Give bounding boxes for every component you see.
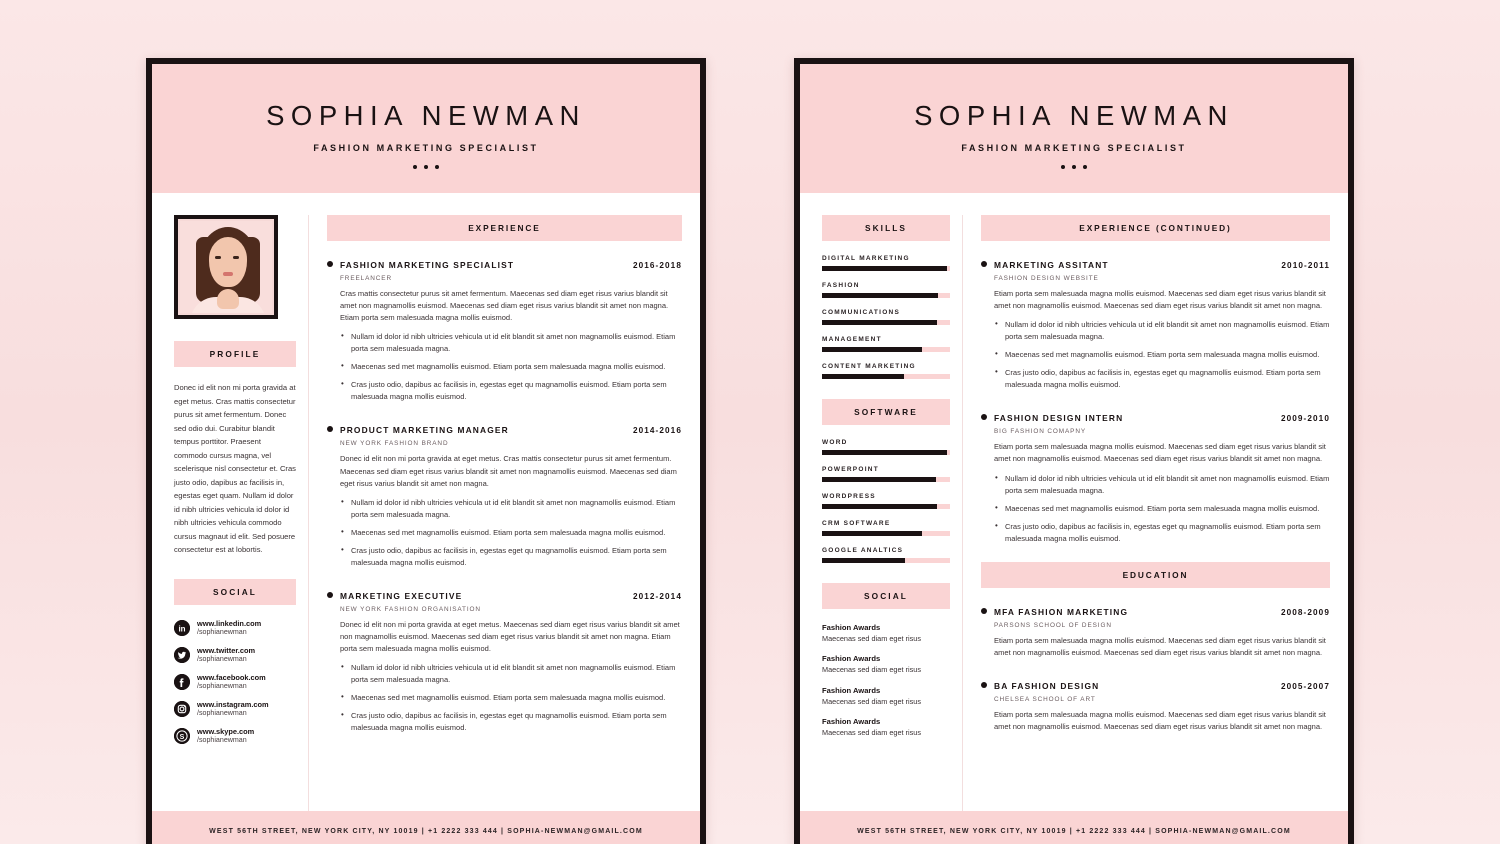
entry-organisation: FASHION DESIGN WEBSITE [994,275,1099,282]
instagram-icon [174,701,190,717]
list-item [822,717,950,737]
experience-entry [327,255,682,403]
software-item [822,466,950,482]
social-url: www.skype.com [197,727,255,737]
entry-organisation: FREELANCER [340,275,392,282]
skill-item [822,363,950,379]
award-description: Maecenas sed diam eget risus [822,728,921,738]
social-list [174,619,296,746]
list-item: • Nullam id dolor id nibh ultricies vehicula ut id elit blandit sit amet non magnamollis euismod. Etiam porta sem malesuada magna. [340,331,682,355]
skill-track [822,320,950,325]
entry-bullet-list [340,497,682,569]
software-heading: SOFTWARE [822,399,950,425]
page-one-header [152,64,700,193]
svg-text:S: S [179,734,185,742]
list-item: • Cras justo odio, dapibus ac facilisis in, egestas eget qu magnamollis euismod. Etiam porta sem malesuada magna mollis euismod. [994,521,1330,545]
software-item [822,547,950,563]
experience-entry [327,586,682,734]
bullet-dot-icon [981,261,987,267]
page-two-footer [800,811,1348,844]
list-item: • Maecenas sed met magnamollis euismod. Etiam porta sem malesuada magna mollis euismod. [994,503,1330,515]
skill-fill [822,293,938,298]
software-fill [822,504,937,509]
entry-description: Etiam porta sem malesuada magna mollis euismod. Maecenas sed diam eget risus varius blandit sit amet non magnamollis euismod. Maecenas sed diam eget risus varius blandit sit amet non magna. [994,289,1326,311]
page-two-sidebar [822,215,950,811]
page-one-footer [152,811,700,844]
profile-heading: PROFILE [174,341,296,367]
software-track [822,450,950,455]
social-url: www.linkedin.com [197,618,262,628]
social-section [174,579,296,746]
entry-title: MFA FASHION MARKETING [994,606,1129,617]
skill-fill [822,347,922,352]
awards-heading: SOCIAL [822,583,950,609]
entry-description: Etiam porta sem malesuada magna mollis euismod. Maecenas sed diam eget risus varius blandit sit amet non magnamollis euismod. Maecenas sed diam eget risus varius blandit sit amet non magna. [994,442,1326,464]
entry-description: Cras mattis consectetur purus sit amet fermentum. Maecenas sed diam eget risus varius blandit sit amet non magnamollis euismod. Maecenas sed diam eget risus varius blandit sit amet non magna. Etiam porta sem malesuada magna mollis euismod. [340,289,669,323]
entry-dates: 2014-2016 [632,426,682,436]
entry-dates: 2009-2010 [1280,414,1330,424]
skills-section [822,215,950,379]
entry-description: Donec id elit non mi porta gravida at eget metus. Maecenas sed diam eget risus varius blandit sit amet non magnamollis euismod. Maecenas sed diam eget risus varius blandit sit amet non magna. Etiam porta sem malesuada magna mollis euismod. [340,619,680,654]
entry-title: PRODUCT MARKETING MANAGER [340,425,509,436]
experience-heading: EXPERIENCE [327,215,682,241]
entry-organisation: PARSONS SCHOOL OF DESIGN [994,621,1112,629]
software-label: WORDPRESS [822,493,876,500]
social-handle: /sophianewman [197,627,247,636]
software-label: WORD [822,439,848,446]
social-url: www.twitter.com [197,645,256,655]
bullet-dot-icon [327,261,333,267]
software-track [822,558,950,563]
list-item: • Maecenas sed met magnamollis euismod. Etiam porta sem malesuada magna mollis euismod. [340,527,682,539]
list-item: • Nullam id dolor id nibh ultricies vehicula ut id elit blandit sit amet non magnamollis euismod. Etiam porta sem malesuada magna. [340,497,682,521]
software-item [822,439,950,455]
award-title: Fashion Awards [822,623,881,632]
software-section [822,399,950,563]
skill-track [822,293,950,298]
award-description: Maecenas sed diam eget risus [822,634,921,643]
software-item [822,493,950,509]
entry-description: Etiam porta sem malesuada magna mollis euismod. Maecenas sed diam eget risus varius blandit sit amet non magnamollis euismod. Maecenas sed diam eget risus varius blandit sit amet non magna. [994,635,1326,657]
svg-text:in: in [178,624,186,634]
dot-divider-icon [810,165,1338,169]
facebook-icon [174,674,190,690]
education-entry [981,676,1330,733]
awards-section [822,583,950,738]
education-entry [981,602,1330,659]
entry-title: FASHION DESIGN INTERN [994,413,1124,424]
skill-label: CONTENT MARKETING [822,363,916,370]
bullet-dot-icon [327,592,333,598]
bullet-dot-icon [981,414,987,420]
experience-entry [981,408,1330,544]
list-item: • Cras justo odio, dapibus ac facilisis in, egestas eget qu magnamollis euismod. Etiam porta sem malesuada magna mollis euismod. [340,710,682,734]
software-fill [822,558,905,563]
resume-page-two [794,58,1354,844]
page-two-header [800,64,1348,193]
resume-page-one [146,58,706,844]
entry-organisation: NEW YORK FASHION ORGANISATION [340,605,481,613]
skill-track [822,347,950,352]
skill-track [822,374,950,379]
entry-title: MARKETING ASSITANT [994,260,1109,270]
contact-footer-text: WEST 56TH STREET, NEW YORK CITY, NY 10019 | +1 2222 333 444 | SOPHIA-NEWMAN@GMAIL.COM [209,828,643,835]
skill-item [822,336,950,352]
list-item [822,654,950,674]
skill-fill [822,320,937,325]
software-label: POWERPOINT [822,466,879,473]
skill-label: FASHION [822,282,860,289]
list-item[interactable] [174,700,296,718]
bullet-dot-icon [981,608,987,614]
entry-organisation: BIG FASHION COMAPNY [994,428,1087,436]
software-label: CRM SOFTWARE [822,520,891,527]
list-item[interactable] [174,673,296,691]
list-item [822,686,950,706]
entry-organisation: NEW YORK FASHION BRAND [340,440,449,448]
list-item: • Maecenas sed met magnamollis euismod. Etiam porta sem malesuada magna mollis euismod. [340,361,682,373]
software-item [822,520,950,536]
social-heading: SOCIAL [174,579,296,605]
experience-entry [981,255,1330,391]
entry-dates: 2016-2018 [632,261,682,270]
list-item[interactable] [174,727,296,745]
software-fill [822,450,947,455]
list-item: • Nullam id dolor id nibh ultricies vehicula ut id elit blandit sit amet non magnamollis euismod. Etiam porta sem malesuada magna. [994,319,1330,343]
entry-description: Etiam porta sem malesuada magna mollis euismod. Maecenas sed diam eget risus varius blandit sit amet non magnamollis euismod. Maecenas sed diam eget risus varius blandit sit amet non magna. [994,709,1326,731]
software-track [822,531,950,536]
award-title: Fashion Awards [822,685,881,695]
avatar [174,215,278,319]
list-item: • Cras justo odio, dapibus ac facilisis in, egestas eget qu magnamollis euismod. Etiam porta sem malesuada magna mollis euismod. [994,367,1330,391]
entry-organisation: CHELSEA SCHOOL OF ART [994,695,1096,703]
list-item[interactable] [174,646,296,664]
bullet-dot-icon [327,426,333,432]
skill-label: COMMUNICATIONS [822,309,901,316]
page-one-main [308,215,682,811]
entry-dates: 2008-2009 [1280,607,1330,617]
software-track [822,504,950,509]
list-item: • Nullam id dolor id nibh ultricies vehicula ut id elit blandit sit amet non magnamollis euismod. Etiam porta sem malesuada magna. [340,662,682,686]
page-title: SOPHIA NEWMAN [914,100,1234,131]
skill-item [822,255,950,271]
page-title: SOPHIA NEWMAN [266,100,586,131]
social-handle: /sophianewman [197,709,247,718]
award-title: Fashion Awards [822,654,881,664]
page-subtitle: FASHION MARKETING SPECIALIST [961,143,1187,153]
skill-item [822,282,950,298]
experience-entry [327,420,682,568]
entry-dates: 2005-2007 [1280,681,1330,691]
skill-track [822,266,950,271]
education-heading: EDUCATION [981,562,1330,588]
software-bar-list [822,439,950,563]
page-one-sidebar [174,215,296,811]
social-handle: /sophianewman [197,682,247,691]
entry-bullet-list [340,662,682,734]
list-item: • Cras justo odio, dapibus ac facilisis in, egestas eget qu magnamollis euismod. Etiam porta sem malesuada magna mollis euismod. [340,545,682,569]
social-url: www.instagram.com [197,700,269,710]
skill-fill [822,374,904,379]
awards-list [822,623,950,738]
list-item: • Cras justo odio, dapibus ac facilisis in, egestas eget qu magnamollis euismod. Etiam porta sem malesuada magna mollis euismod. [340,379,682,403]
bullet-dot-icon [981,682,987,688]
list-item: • Maecenas sed met magnamollis euismod. Etiam porta sem malesuada magna mollis euismod. [994,349,1330,361]
social-handle: /sophianewman [197,736,247,745]
software-track [822,477,950,482]
experience-continued-heading: EXPERIENCE (CONTINUED) [981,215,1330,241]
entry-title: FASHION MARKETING SPECIALIST [340,260,515,270]
list-item: • Nullam id dolor id nibh ultricies vehicula ut id elit blandit sit amet non magnamollis euismod. Etiam porta sem malesuada magna. [994,473,1330,497]
profile-section [174,341,296,557]
profile-text: Donec id elit non mi porta gravida at eget metus. Cras mattis consectetur purus sit amet fermentum. Donec sed odio dui. Curabitur blandit tempus porttitor. Praesent commodo cursus magna, vel scelerisque nisl consectetur et. Cras justo odio, dapibus ac facilisis in, egestas eget quam. Nullam id dolor id nibh ultricies vehicula id dolor id nibh ultricies vehicula commodo cursus magnaut id elit. Sed posuere consectetur est at lobortis. [174,383,296,555]
skill-label: MANAGEMENT [822,336,882,343]
entry-title: MARKETING EXECUTIVE [340,590,463,601]
award-description: Maecenas sed diam eget risus [822,665,921,675]
page-two-body [800,193,1348,811]
social-url: www.facebook.com [197,672,266,682]
skills-bar-list [822,255,950,379]
software-fill [822,531,922,536]
entry-dates: 2012-2014 [632,591,682,601]
page-two-main [962,215,1330,811]
award-description: Maecenas sed diam eget risus [822,696,921,706]
contact-footer-text: WEST 56TH STREET, NEW YORK CITY, NY 10019 | +1 2222 333 444 | SOPHIA-NEWMAN@GMAIL.COM [857,828,1291,835]
entry-bullet-list [994,319,1330,391]
dot-divider-icon [162,165,690,169]
skill-label: DIGITAL MARKETING [822,255,910,262]
entry-title: BA FASHION DESIGN [994,680,1100,691]
twitter-icon [174,647,190,663]
entry-dates: 2010-2011 [1281,261,1330,270]
page-one-body [152,193,700,811]
linkedin-icon [174,620,190,636]
skype-icon [174,728,190,744]
software-label: GOOGLE ANALTICS [822,547,904,554]
social-handle: /sophianewman [197,655,247,664]
list-item [822,623,950,643]
entry-bullet-list [994,473,1330,545]
entry-bullet-list [340,331,682,403]
list-item: • Maecenas sed met magnamollis euismod. Etiam porta sem malesuada magna mollis euismod. [340,692,682,704]
award-title: Fashion Awards [822,717,881,727]
skill-fill [822,266,947,271]
entry-description: Donec id elit non mi porta gravida at eget metus. Cras mattis consectetur purus sit amet fermentum. Maecenas sed diam eget risus varius blandit sit amet non magnamollis euismod. Maecenas sed diam eget risus varius blandit sit amet non magna. [340,454,677,488]
software-fill [822,477,936,482]
skills-heading: SKILLS [822,215,950,241]
page-subtitle: FASHION MARKETING SPECIALIST [313,143,539,153]
list-item[interactable] [174,619,296,637]
skill-item [822,309,950,325]
